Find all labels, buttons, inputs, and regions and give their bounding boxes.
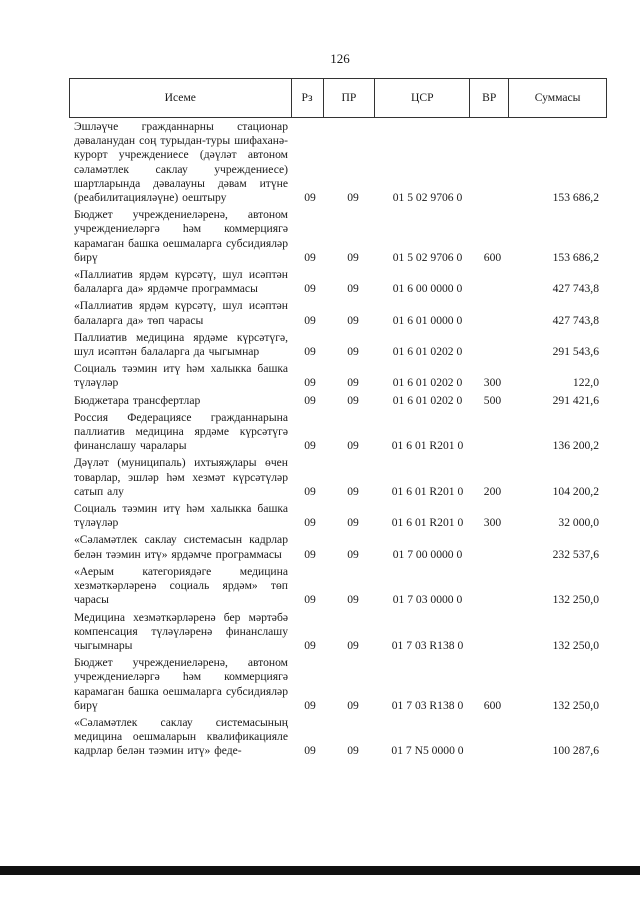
cell-rz: 09	[304, 484, 316, 498]
cell-csr: 01 6 01 0202 0	[392, 393, 463, 407]
table-row	[69, 411, 607, 454]
cell-name: «Сәламәтлек саклау системасының медицина оешмаларын квалификацияле кадрлар белән тәэмин итү» феде-	[74, 715, 288, 758]
cell-sum: 427 743,8	[552, 282, 599, 296]
cell-csr: 01 7 00 0000 0	[392, 547, 463, 561]
cell-csr: 01 7 N5 0000 0	[391, 744, 464, 758]
cell-rz: 09	[304, 250, 316, 264]
cell-csr: 01 6 01 0000 0	[392, 313, 463, 327]
cell-pr: 09	[347, 484, 359, 498]
cell-csr: 01 6 01 R201 0	[391, 516, 464, 530]
cell-vr: 600	[483, 250, 502, 264]
table-row	[69, 268, 607, 296]
cell-rz: 09	[304, 516, 316, 530]
cell-sum: 104 200,2	[552, 484, 599, 498]
cell-sum: 232 537,6	[552, 547, 599, 561]
cell-sum: 32 000,0	[558, 516, 599, 530]
header-rz: Рз	[292, 79, 324, 117]
cell-name: «Сәламәтлек саклау системасын кадрлар белән тәэмин итү» ярдәмче программасы	[74, 533, 288, 561]
cell-sum: 132 250,0	[552, 593, 599, 607]
cell-sum: 291 421,6	[552, 393, 599, 407]
cell-sum: 291 543,6	[552, 345, 599, 359]
cell-sum: 427 743,8	[552, 313, 599, 327]
cell-name: Бюджет учреждениеләренә, автоном учреждениеләргә һәм коммерциягә карамаган башка оешмаларга субсидияләр бирү	[74, 208, 288, 264]
cell-csr: 01 5 02 9706 0	[392, 250, 463, 264]
cell-sum: 100 287,6	[552, 744, 599, 758]
cell-name: Эшләүче гражданнарны стационар дәваланудан соң турыдан-туры шифаханә-курорт учреждениесе (дәүләт автоном сәламәтлек саклау учреждениесе) шартларында дәвалауны дәвам итүне (реабилитацияләүне) оештыру	[74, 120, 288, 205]
cell-name: «Паллиатив ярдәм күрсәтү, шул исәптән балаларга да» ярдәмче программасы	[74, 268, 288, 296]
cell-name: Медицина хезмәткәрләренә бер мәртәбә компенсация түләүләренә финанслашу чыгымнары	[74, 610, 288, 652]
cell-name: Бюджетара трансфертлар	[74, 393, 201, 407]
cell-csr: 01 6 00 0000 0	[392, 282, 463, 296]
cell-name: Социаль тәэмин итү һәм халыкка башка түләүләр	[74, 502, 288, 530]
header-csr: ЦСР	[375, 79, 470, 117]
cell-pr: 09	[347, 313, 359, 327]
cell-pr: 09	[347, 345, 359, 359]
cell-sum: 132 250,0	[552, 638, 599, 652]
cell-rz: 09	[304, 376, 316, 390]
cell-csr: 01 6 01 0202 0	[392, 345, 463, 359]
table-row	[69, 611, 607, 654]
cell-name: Бюджет учреждениеләренә, автоном учреждениеләргә һәм коммерциягә карамаган башка оешмаларга субсидияләр бирү	[74, 656, 288, 712]
header-pr: ПР	[324, 79, 376, 117]
cell-csr: 01 6 01 0202 0	[392, 376, 463, 390]
cell-sum: 132 250,0	[552, 698, 599, 712]
cell-vr: 300	[483, 376, 502, 390]
cell-name: Россия Федерациясе гражданнарына паллиатив медицина ярдәме күрсәтүгә финанслашу чаралары	[74, 410, 288, 453]
cell-vr: 600	[483, 698, 502, 712]
table-row	[69, 331, 607, 359]
table-row	[69, 456, 607, 499]
cell-rz: 09	[304, 439, 316, 453]
scan-edge-bar	[0, 866, 640, 875]
table-row	[69, 565, 607, 608]
cell-sum: 122,0	[572, 376, 599, 390]
table-row	[69, 533, 607, 561]
cell-vr: 500	[483, 393, 502, 407]
cell-name: Социаль тәэмин итү һәм халыкка башка түләүләр	[74, 362, 288, 390]
cell-vr: 300	[483, 516, 502, 530]
cell-rz: 09	[304, 282, 316, 296]
cell-csr: 01 7 03 0000 0	[392, 593, 463, 607]
page-number: 126	[330, 51, 350, 66]
cell-name: Дәүләт (муниципаль) ихтыяҗлары өчен товарлар, эшләр һәм хезмәт күрсәтүләр сатып алу	[74, 456, 288, 498]
cell-pr: 09	[347, 547, 359, 561]
cell-sum: 153 686,2	[552, 191, 599, 205]
cell-csr: 01 7 03 R138 0	[391, 698, 464, 712]
cell-rz: 09	[304, 698, 316, 712]
cell-sum: 136 200,2	[552, 439, 599, 453]
table-header	[69, 78, 607, 118]
cell-csr: 01 5 02 9706 0	[392, 191, 463, 205]
header-sum: Суммасы	[509, 79, 607, 117]
cell-rz: 09	[304, 313, 316, 327]
cell-pr: 09	[347, 638, 359, 652]
header-name: Исеме	[70, 79, 292, 117]
table-row	[69, 120, 607, 205]
cell-rz: 09	[304, 593, 316, 607]
table-row	[69, 502, 607, 530]
cell-pr: 09	[347, 593, 359, 607]
table-row	[69, 656, 607, 713]
cell-pr: 09	[347, 439, 359, 453]
cell-rz: 09	[304, 547, 316, 561]
header-vr: ВР	[470, 79, 509, 117]
table-row	[69, 716, 607, 759]
cell-rz: 09	[304, 191, 316, 205]
cell-pr: 09	[347, 282, 359, 296]
cell-pr: 09	[347, 698, 359, 712]
cell-rz: 09	[304, 393, 316, 407]
table-row	[69, 299, 607, 327]
cell-sum: 153 686,2	[552, 250, 599, 264]
table-body	[69, 118, 607, 759]
cell-csr: 01 6 01 R201 0	[391, 484, 464, 498]
cell-name: Паллиатив медицина ярдәме күрсәтүгә, шул исәптән балаларга да чыгымнар	[74, 330, 288, 359]
cell-pr: 09	[347, 376, 359, 390]
cell-csr: 01 6 01 R201 0	[391, 439, 464, 453]
cell-rz: 09	[304, 345, 316, 359]
cell-name: «Паллиатив ярдәм күрсәтү, шул исәптән балаларга да» төп чарасы	[74, 299, 288, 327]
cell-csr: 01 7 03 R138 0	[391, 638, 464, 652]
table-row	[69, 394, 607, 408]
table-row	[69, 208, 607, 265]
cell-rz: 09	[304, 638, 316, 652]
cell-vr: 200	[483, 484, 502, 498]
cell-pr: 09	[347, 191, 359, 205]
cell-pr: 09	[347, 516, 359, 530]
table-row	[69, 362, 607, 390]
budget-table	[69, 78, 607, 762]
cell-name: «Аерым категориядәге медицина хезмәткәрләренә социаль ярдәм» төп чарасы	[74, 564, 288, 607]
cell-pr: 09	[347, 393, 359, 407]
cell-pr: 09	[347, 250, 359, 264]
cell-pr: 09	[347, 744, 359, 758]
cell-rz: 09	[304, 744, 316, 758]
